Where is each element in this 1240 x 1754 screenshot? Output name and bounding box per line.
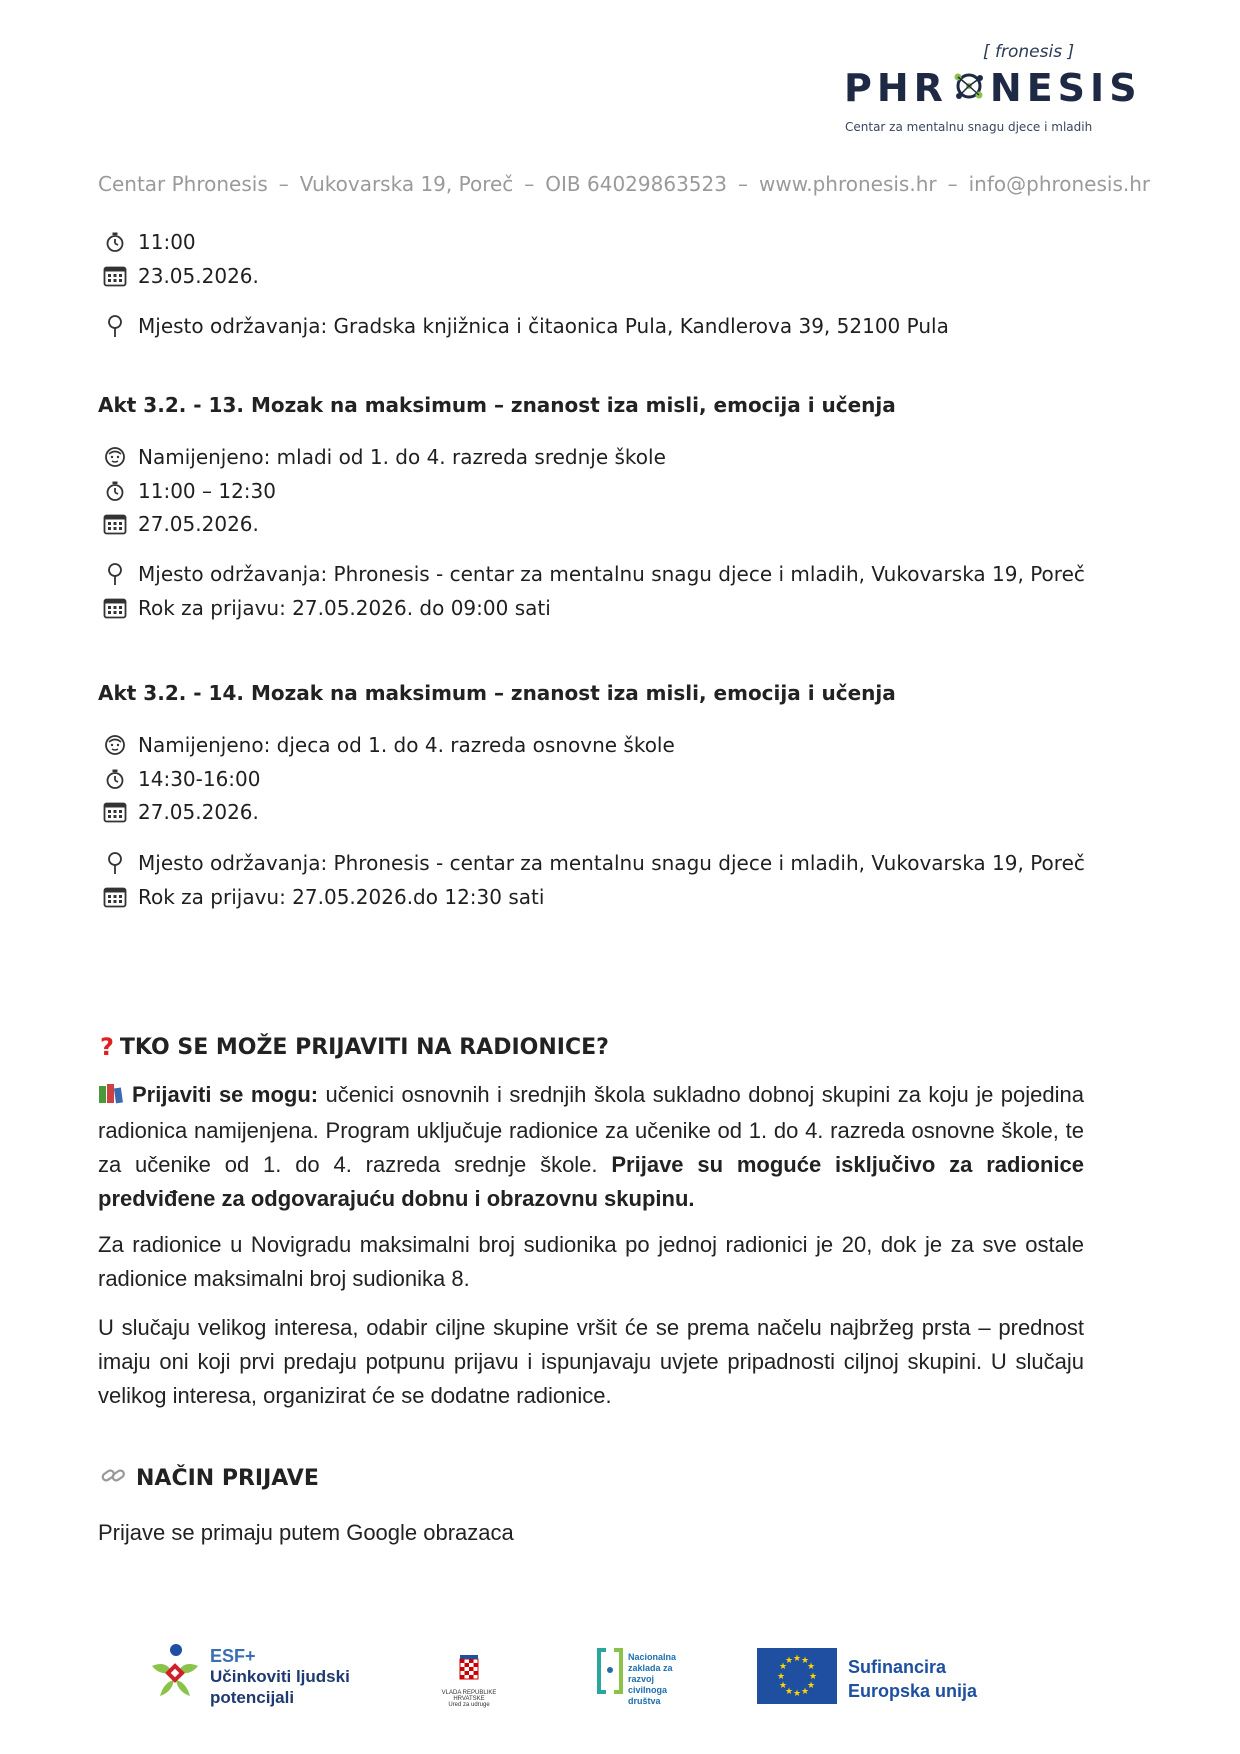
svg-text:★: ★ — [800, 1687, 810, 1697]
eu-line2: Europska unija — [848, 1681, 978, 1701]
nz-line1: Nacionalna — [628, 1652, 677, 1662]
stopwatch-icon — [102, 478, 128, 504]
svg-text:★: ★ — [806, 1662, 816, 1672]
header-sep: – — [278, 172, 289, 196]
nz-line4: civilnoga — [628, 1685, 668, 1695]
top-event-location: Mjesto održavanja: Gradska knjižnica i čitaonica Pula, Kandlerova 39, 52100 Pula — [138, 314, 949, 338]
child-face-icon — [102, 444, 128, 470]
nz-line5: društva — [628, 1696, 661, 1706]
event-14-location: Mjesto održavanja: Phronesis - centar za mentalnu snagu djece i mladih, Vukovarska 19, Poreč — [138, 851, 1085, 875]
event-13-deadline: Rok za prijavu: 27.05.2026. do 09:00 sati — [138, 596, 551, 620]
nzrcd-text — [628, 1652, 688, 1707]
header-contact-line — [98, 172, 1150, 196]
event-13-audience-row — [102, 442, 666, 472]
svg-text:★: ★ — [792, 1689, 802, 1699]
header-address: Vukovarska 19, Poreč — [299, 172, 514, 196]
svg-text:★: ★ — [776, 1672, 786, 1682]
event-13-time-row — [102, 476, 276, 506]
how-heading-text: NAČIN PRIJAVE — [136, 1465, 319, 1491]
event-14-time: 14:30-16:00 — [138, 767, 261, 791]
map-pin-icon — [102, 561, 128, 587]
event-14-time-row — [102, 764, 261, 794]
header-sep: – — [947, 172, 958, 196]
logo-tagline: Centar za mentalnu snagu djece i mladih — [845, 120, 1093, 134]
who-paragraph-2: Za radionice u Novigradu maksimalni broj sudionika po jednoj radionici je 20, dok je za sve ostale radionice maksimalni broj sudionika 8. — [98, 1232, 1084, 1291]
event-14-date-row — [102, 797, 259, 827]
svg-text:★: ★ — [800, 1656, 810, 1666]
top-event-location-row — [102, 311, 949, 341]
top-event-date: 23.05.2026. — [138, 264, 259, 288]
gov-name: VLADA REPUBLIKE HRVATSKE — [441, 1690, 497, 1702]
who-heading-text: TKO SE MOŽE PRIJAVITI NA RADIONICE? — [119, 1034, 609, 1060]
who-paragraph-1 — [98, 1078, 1084, 1216]
event-13-date-row — [102, 509, 259, 539]
who-p1-text: učenici osnovnih i srednjih škola sukladno dobnoj skupini za koju je pojedina radionica namijenjena. Program uključuje radionice za učenike od 1. do 4. razreda osnovne škole, te za učenike od 1. do 4. razreda srednje škole. — [98, 1082, 1084, 1177]
question-mark-icon: ? — [100, 1033, 114, 1061]
header-email-link[interactable]: info@phronesis.hr — [968, 172, 1151, 196]
how-text: Prijave se primaju putem Google obrazaca — [98, 1520, 514, 1545]
top-event-time-row — [102, 227, 196, 257]
nz-line2: zaklada za — [628, 1663, 673, 1673]
esf-subtitle — [210, 1666, 350, 1708]
event-14-deadline-row — [102, 882, 544, 912]
svg-text:★: ★ — [806, 1681, 816, 1691]
esf-title: ESF+ — [210, 1646, 256, 1666]
calendar-icon — [102, 511, 128, 537]
event-14-date: 27.05.2026. — [138, 800, 259, 824]
header-org: Centar Phronesis — [98, 172, 268, 196]
stopwatch-icon — [102, 766, 128, 792]
logo-wordmark: PHR NESIS — [844, 66, 1142, 110]
esf-logo-mark — [146, 1642, 204, 1707]
svg-text:★: ★ — [778, 1681, 788, 1691]
map-pin-icon — [102, 850, 128, 876]
top-event-time: 11:00 — [138, 230, 196, 254]
eu-text — [848, 1655, 977, 1703]
event-14-audience-row — [102, 730, 675, 760]
eu-line1: Sufinancira — [848, 1657, 947, 1677]
event-13-deadline-row — [102, 593, 551, 623]
calendar-icon — [102, 799, 128, 825]
esf-line1: Učinkoviti ljudski — [210, 1667, 350, 1686]
event-13-location: Mjesto održavanja: Phronesis - centar za mentalnu snagu djece i mladih, Vukovarska 19, Poreč — [138, 562, 1085, 586]
event-14-title: Akt 3.2. - 14. Mozak na maksimum – znanost iza misli, emocija i učenja — [98, 681, 896, 705]
gov-sub: Ured za udruge — [448, 1702, 490, 1708]
croatia-coat-of-arms-icon — [459, 1655, 479, 1686]
event-13-title: Akt 3.2. - 13. Mozak na maksimum – znanost iza misli, emocija i učenja — [98, 393, 896, 417]
event-13-audience: Namijenjeno: mladi od 1. do 4. razreda srednje škole — [138, 445, 666, 469]
top-event-date-row — [102, 261, 259, 291]
header-website-link[interactable]: www.phronesis.hr — [758, 172, 937, 196]
svg-text:★: ★ — [784, 1656, 794, 1666]
header-sep: – — [737, 172, 748, 196]
logo-subtitle: [ fronesis ] — [983, 42, 1075, 62]
event-14-audience: Namijenjeno: djeca od 1. do 4. razreda osnovne škole — [138, 733, 675, 757]
who-heading — [100, 1033, 609, 1061]
eu-flag-icon — [757, 1648, 837, 1704]
nzrcd-bracket-icon — [596, 1648, 624, 1699]
nz-line3: razvoj — [628, 1674, 655, 1684]
who-p1-bold2: Prijave su moguće isključivo za radionice predviđene za odgovarajuću dobnu i obrazovnu skupinu. — [98, 1152, 1085, 1211]
how-heading — [100, 1464, 319, 1492]
svg-text:★: ★ — [778, 1662, 788, 1672]
logo-molecule-icon — [949, 69, 989, 103]
books-icon — [98, 1080, 124, 1114]
svg-text:★: ★ — [792, 1654, 802, 1664]
esf-line2: potencijali — [210, 1688, 295, 1707]
calendar-icon — [102, 884, 128, 910]
who-paragraph-3: U slučaju velikog interesa, odabir ciljne skupine vršit će se prema načelu najbržeg prsta – prednost imaju oni koji prvi predaju potpunu prijavu i ispunjavaju uvjete pripadnosti ciljnoj skupini. U slučaju velikog interesa, organizirat će se dodatne radionice. — [98, 1315, 1084, 1408]
header-oib: OIB 64029863523 — [545, 172, 727, 196]
svg-text:★: ★ — [808, 1672, 818, 1682]
event-13-location-row — [102, 559, 1085, 589]
header-sep: – — [524, 172, 535, 196]
stopwatch-icon — [102, 229, 128, 255]
gov-logo-text — [428, 1690, 510, 1708]
calendar-icon — [102, 263, 128, 289]
calendar-icon — [102, 595, 128, 621]
map-pin-icon — [102, 313, 128, 339]
link-icon — [100, 1464, 126, 1492]
event-13-date: 27.05.2026. — [138, 512, 259, 536]
child-face-icon — [102, 732, 128, 758]
event-13-time: 11:00 – 12:30 — [138, 479, 276, 503]
svg-text:★: ★ — [784, 1687, 794, 1697]
who-p1-bold: Prijaviti se mogu: — [132, 1082, 319, 1107]
event-14-location-row — [102, 848, 1085, 878]
event-14-deadline: Rok za prijavu: 27.05.2026.do 12:30 sati — [138, 885, 545, 909]
